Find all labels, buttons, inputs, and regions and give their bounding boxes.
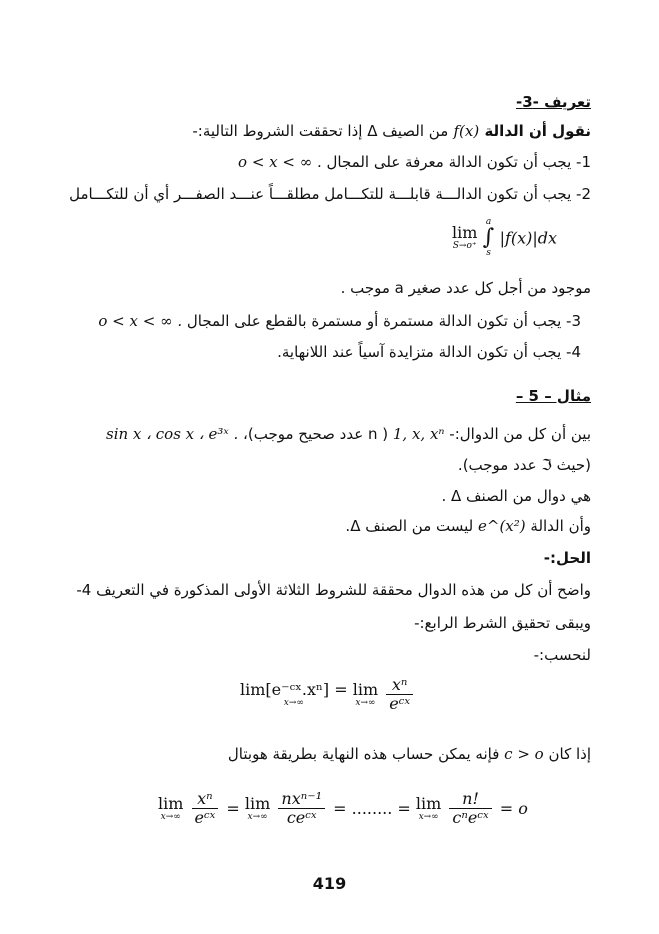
eq2-fraction-2: $\frac{\text{nxⁿ⁻¹}}{\text{ceᶜˣ}}$	[278, 790, 325, 827]
integral-upper: a	[485, 217, 492, 227]
eq1-lhs: lim[e⁻ᶜˣ.xⁿ] = x→∞	[240, 679, 348, 708]
intro-text: نقول أن الدالة	[484, 122, 591, 140]
example-line-2: (حيث ℑ عدد موجب).	[457, 456, 591, 474]
eq2-lim-3: lim x→∞	[415, 793, 442, 822]
condition-1	[70, 152, 591, 172]
cond-rest: فإنه يمكن حساب هذه النهاية بطريقة هوبتال	[227, 745, 500, 763]
condition-2: 2- يجب أن تكون الدالـــة قابلـــة للتكـــامل مطلقـــاً عنـــد الصفـــر أي أن للتكـــامل	[69, 185, 591, 203]
eq2-dots: = ........ =	[333, 799, 411, 818]
example-line-1	[70, 424, 591, 444]
eq2-result: = o	[499, 799, 528, 818]
condition-4: 4- يجب أن تكون الدالة متزايدة آسياً عند اللانهاية.	[277, 343, 581, 361]
integral-body: |f(x)|dx	[499, 228, 558, 248]
solution-line-3: لنحسب:-	[533, 646, 591, 664]
lhopital-condition	[70, 744, 591, 764]
eq2-fraction-3: $\frac{n!}{\text{cⁿeᶜˣ}}$	[449, 790, 491, 827]
intro-rest: من الصيف Δ إذا تحققت الشروط التالية:-	[192, 122, 449, 140]
cond-expr: c > o	[504, 745, 544, 763]
cond1-text: 1- يجب أن تكون الدالة معرفة على المجال	[326, 153, 591, 171]
cond1-interval: o < x < ∞ .	[238, 153, 322, 171]
definition-heading: تعريف -3-	[515, 93, 591, 111]
condition-3	[70, 311, 581, 331]
cond3-interval: o < x < ∞ .	[98, 312, 183, 330]
integral-lim: lim S→o⁺	[452, 223, 478, 251]
eq2-lim-2: lim x→∞	[244, 793, 271, 822]
limit-equation-2: lim x→∞ $\frac{\text{xⁿ}}{\text{eᶜˣ}}$ = lim x→∞ $\frac{\text{nxⁿ⁻¹}}{\text{ceᶜˣ}}$ = ........ = lim x→∞ $\frac{n!}{\text{cⁿeᶜˣ}}$ = o	[158, 789, 528, 827]
example-line4-text: وأن الدالة	[530, 517, 591, 535]
integral-sign: a ∫ s	[482, 217, 495, 258]
solution-heading: الحل:-	[543, 549, 591, 567]
eq1-fraction: $\frac{\text{xⁿ}}{\text{eᶜˣ}}$	[386, 676, 413, 713]
intro-fx: f(x)	[453, 122, 480, 140]
eq1-lim: lim x→∞	[352, 679, 379, 708]
example-line-4	[70, 516, 591, 536]
integral-lower: s	[486, 248, 491, 258]
cond3-text: 3- يجب أن تكون الدالة مستمرة أو مستمرة بالقطع على المجال	[186, 312, 581, 330]
example-heading: مثال – 5 –	[515, 387, 591, 405]
solution-line-2: ويبقى تحقيق الشرط الرابع:-	[414, 614, 591, 632]
example-line1-n: ( n عدد صحيح موجب)،	[243, 425, 389, 443]
eq2-lim-1: lim x→∞	[158, 793, 184, 822]
definition-intro	[70, 121, 591, 141]
example-line1-more: sin x ، cos x ، e³ˣ .	[106, 425, 239, 443]
cond-text: إذا كان	[548, 745, 591, 763]
page-number: 419	[312, 874, 347, 893]
example-line4-func: e^(x²)	[478, 517, 526, 535]
example-line1-text: بين أن كل من الدوال:-	[449, 425, 591, 443]
limit-equation-1	[240, 676, 416, 713]
example-line4-rest: ليست من الصنف Δ.	[345, 517, 474, 535]
solution-line-1: واضح أن كل من هذه الدوال محققة للشروط الثلاثة الأولى المذكورة في التعريف 4-	[76, 581, 591, 599]
eq2-fraction-1: $\frac{\text{xⁿ}}{\text{eᶜˣ}}$	[192, 790, 219, 827]
integral-limit-equation	[452, 218, 557, 258]
after-integral: موجود من أجل كل عدد صغير a موجب .	[340, 279, 591, 297]
example-line1-funcs: 1, x, xⁿ	[392, 425, 445, 443]
example-line-3: هي دوال من الصنف Δ .	[441, 487, 591, 505]
